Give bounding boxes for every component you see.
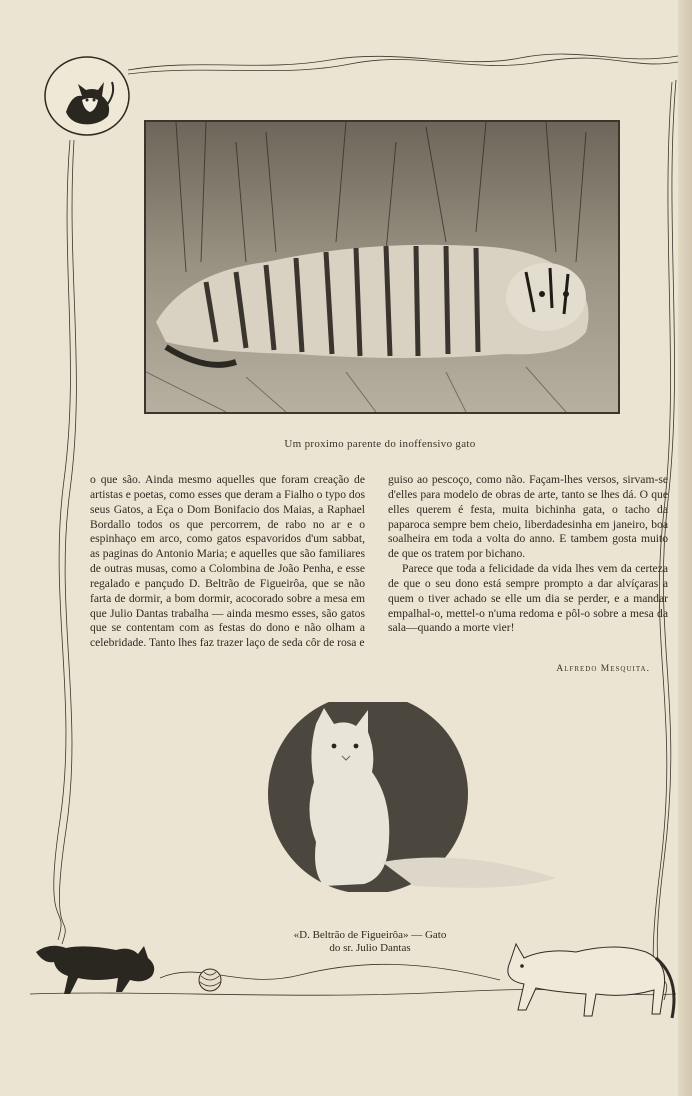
cat-caption: [260, 929, 480, 955]
right-column-paragraph-1: guiso ao pescoço, como não. Façam-lhes versos, sirvam-se d'elles para modelo de obras de arte, tanto se lhes dá. O que elles querem é festa, muita bichinha gata, o tacho da paparoca sempre bem cheio, liberdadesinha em janeiro, boa soalheira em toda a volta do anno. E tambem gosta muito de que os tratem por bichano.: [388, 473, 668, 561]
cat-photograph: [264, 702, 560, 892]
corner-cat-icon: [42, 54, 132, 138]
black-cat-illustration: [26, 932, 162, 998]
white-cat-illustration: [496, 918, 682, 1022]
tiger-caption: Um proximo parente do inoffensivo gato: [284, 438, 476, 450]
left-column-text: o que são. Ainda mesmo aquelles que foram creação de artistas e poetas, como esses que deram a Fialho o typo dos seus Gatos, a Eça o Dom Bonifacio dos Maias, a Raphael Bordallo todos os que percorrem, de rabo no ar e o espinhaço em arco, como gatos espavoridos d'um sabbat, as paginas do Antonio Maria; e aquelles que são familiares de outras musas, como a Colombina de João Penha, e esse regalado e pançudo D. Beltrão de Figueirôa, que se não farta de dormir, a bom dormir, acocorado sobre a mesa em que Julio Dantas trabalha — ainda mesmo esses, são gatos que se contentam com as festas do dono e não olham a celebridade. Tanto lhes faz trazer laço de seda côr de rosa e: [90, 473, 365, 650]
cat-caption-line-2: do sr. Julio Dantas: [329, 942, 411, 954]
author-signature: Alfredo Mesquita.: [556, 664, 650, 674]
cat-caption-line-1: «D. Beltrão de Figueirôa» — Gato: [293, 929, 447, 941]
tiger-photograph: [144, 120, 620, 414]
right-column-paragraph-2: Parece que toda a felicidade da vida lhes vem da certeza de que o seu dono está sempre prompto a dar alvíçaras a quem o tiver achado se elle um dia se perder, e a mandar empalhal-o, mettel-o n'uma redoma e pôl-o sobre a mesa da sala—quando a morte vier!: [388, 562, 668, 635]
yarn-ball-illustration: [192, 966, 232, 994]
article-right-column: [388, 473, 668, 636]
article-left-column: [90, 473, 365, 651]
